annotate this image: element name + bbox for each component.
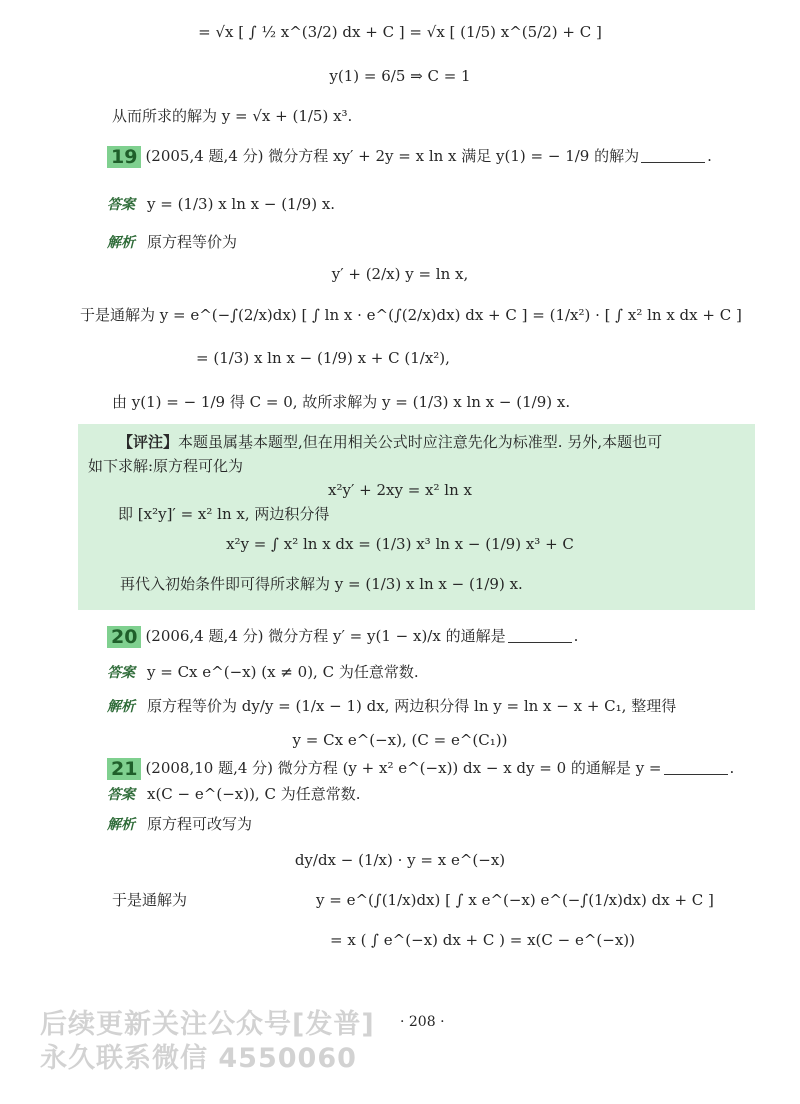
question-number-badge: 21 [107, 758, 141, 780]
comment-line: 再代入初始条件即可得所求解为 y = (1/3) x ln x − (1/9) x. [120, 575, 523, 593]
equation-line: y = e^(∫(1/x)dx) [ ∫ x e^(−x) e^(−∫(1/x)dx) dx + C ] [316, 891, 714, 909]
answer-blank [508, 628, 572, 643]
equation-line: y = Cx e^(−x), (C = e^(C₁)) [292, 731, 508, 749]
comment-title: 【评注】 [118, 433, 179, 451]
text-line: 从而所求的解为 y = √x + (1/5) x³. [112, 107, 353, 125]
comment-equation: x²y = ∫ x² ln x dx = (1/3) x³ ln x − (1/9) x³ + C [226, 535, 574, 553]
analysis-tag: 解析 [107, 699, 135, 715]
comment-line: 如下求解:原方程可化为 [88, 457, 244, 475]
comment-equation: 即 [x²y]′ = x² ln x, 两边积分得 [118, 505, 330, 523]
analysis-tag: 解析 [107, 817, 135, 833]
equation-line: dy/dx − (1/x) · y = x e^(−x) [294, 851, 506, 869]
answer-text: y = Cx e^(−x) (x ≠ 0), C 为任意常数. [147, 663, 419, 681]
question-20: 20 (2006,4 题,4 分) 微分方程 y′ = y(1 − x)/x 的通解是 . [107, 626, 578, 648]
question-19: 19 (2005,4 题,4 分) 微分方程 xy′ + 2y = x ln x 满足 y(1) = − 1/9 的解为 . [107, 146, 712, 168]
equation-line: = x ( ∫ e^(−x) dx + C ) = x(C − e^(−x)) [330, 931, 636, 949]
question-text: (2005,4 题,4 分) 微分方程 xy′ + 2y = x ln x 满足 y(1) = − 1/9 的解为 [145, 147, 640, 165]
question-21: 21 (2008,10 题,4 分) 微分方程 (y + x² e^(−x)) dx − x dy = 0 的通解是 y = . [107, 758, 734, 780]
analysis-20: 解析 原方程等价为 dy/y = (1/x − 1) dx, 两边积分得 ln y = ln x − x + C₁, 整理得 [107, 697, 677, 715]
equation-line: 于是通解为 y = e^(−∫(2/x)dx) [ ∫ ln x · e^(∫(2/x)dx) dx + C ] = (1/x²) · [ ∫ x² ln x dx + C ] [80, 306, 742, 324]
answer-tag: 答案 [107, 787, 135, 803]
analysis-21: 解析 原方程可改写为 [107, 815, 253, 833]
answer-19 [107, 194, 335, 215]
comment-equation: x²y′ + 2xy = x² ln x [328, 481, 472, 499]
equation-line: y′ + (2/x) y = ln x, [331, 265, 469, 283]
question-number-badge: 20 [107, 626, 141, 648]
answer-blank [641, 148, 705, 163]
analysis-19: 解析 原方程等价为 [107, 233, 238, 251]
text-line: 于是通解为 [112, 891, 188, 909]
equation-line: = √x [ ∫ ½ x^(3/2) dx + C ] = √x [ (1/5) x^(5/2) + C ] [198, 23, 602, 41]
question-number-badge: 19 [107, 146, 141, 168]
page-number: · 208 · [400, 1014, 445, 1030]
answer-tag: 答案 [107, 665, 135, 681]
question-text: (2008,10 题,4 分) 微分方程 (y + x² e^(−x)) dx − x dy = 0 的通解是 y = [145, 759, 662, 777]
text-line: 由 y(1) = − 1/9 得 C = 0, 故所求解为 y = (1/3) x ln x − (1/9) x. [112, 393, 571, 411]
answer-20 [107, 662, 419, 683]
analysis-tag: 解析 [107, 235, 135, 251]
answer-text: x(C − e^(−x)), C 为任意常数. [147, 785, 361, 803]
answer-blank [664, 760, 728, 775]
watermark-line: 永久联系微信 4550060 [40, 1043, 357, 1074]
equation-line: = (1/3) x ln x − (1/9) x + C (1/x²), [196, 349, 450, 367]
answer-text: y = (1/3) x ln x − (1/9) x. [147, 195, 336, 213]
answer-21 [107, 784, 360, 805]
comment-line: 【评注】本题虽属基本题型,但在用相关公式时应注意先化为标准型. 另外,本题也可 [118, 433, 663, 451]
watermark-line: 后续更新关注公众号[发普] [40, 1009, 375, 1040]
question-text: (2006,4 题,4 分) 微分方程 y′ = y(1 − x)/x 的通解是 [145, 627, 506, 645]
equation-line: y(1) = 6/5 ⇒ C = 1 [329, 67, 471, 85]
answer-tag: 答案 [107, 197, 135, 213]
